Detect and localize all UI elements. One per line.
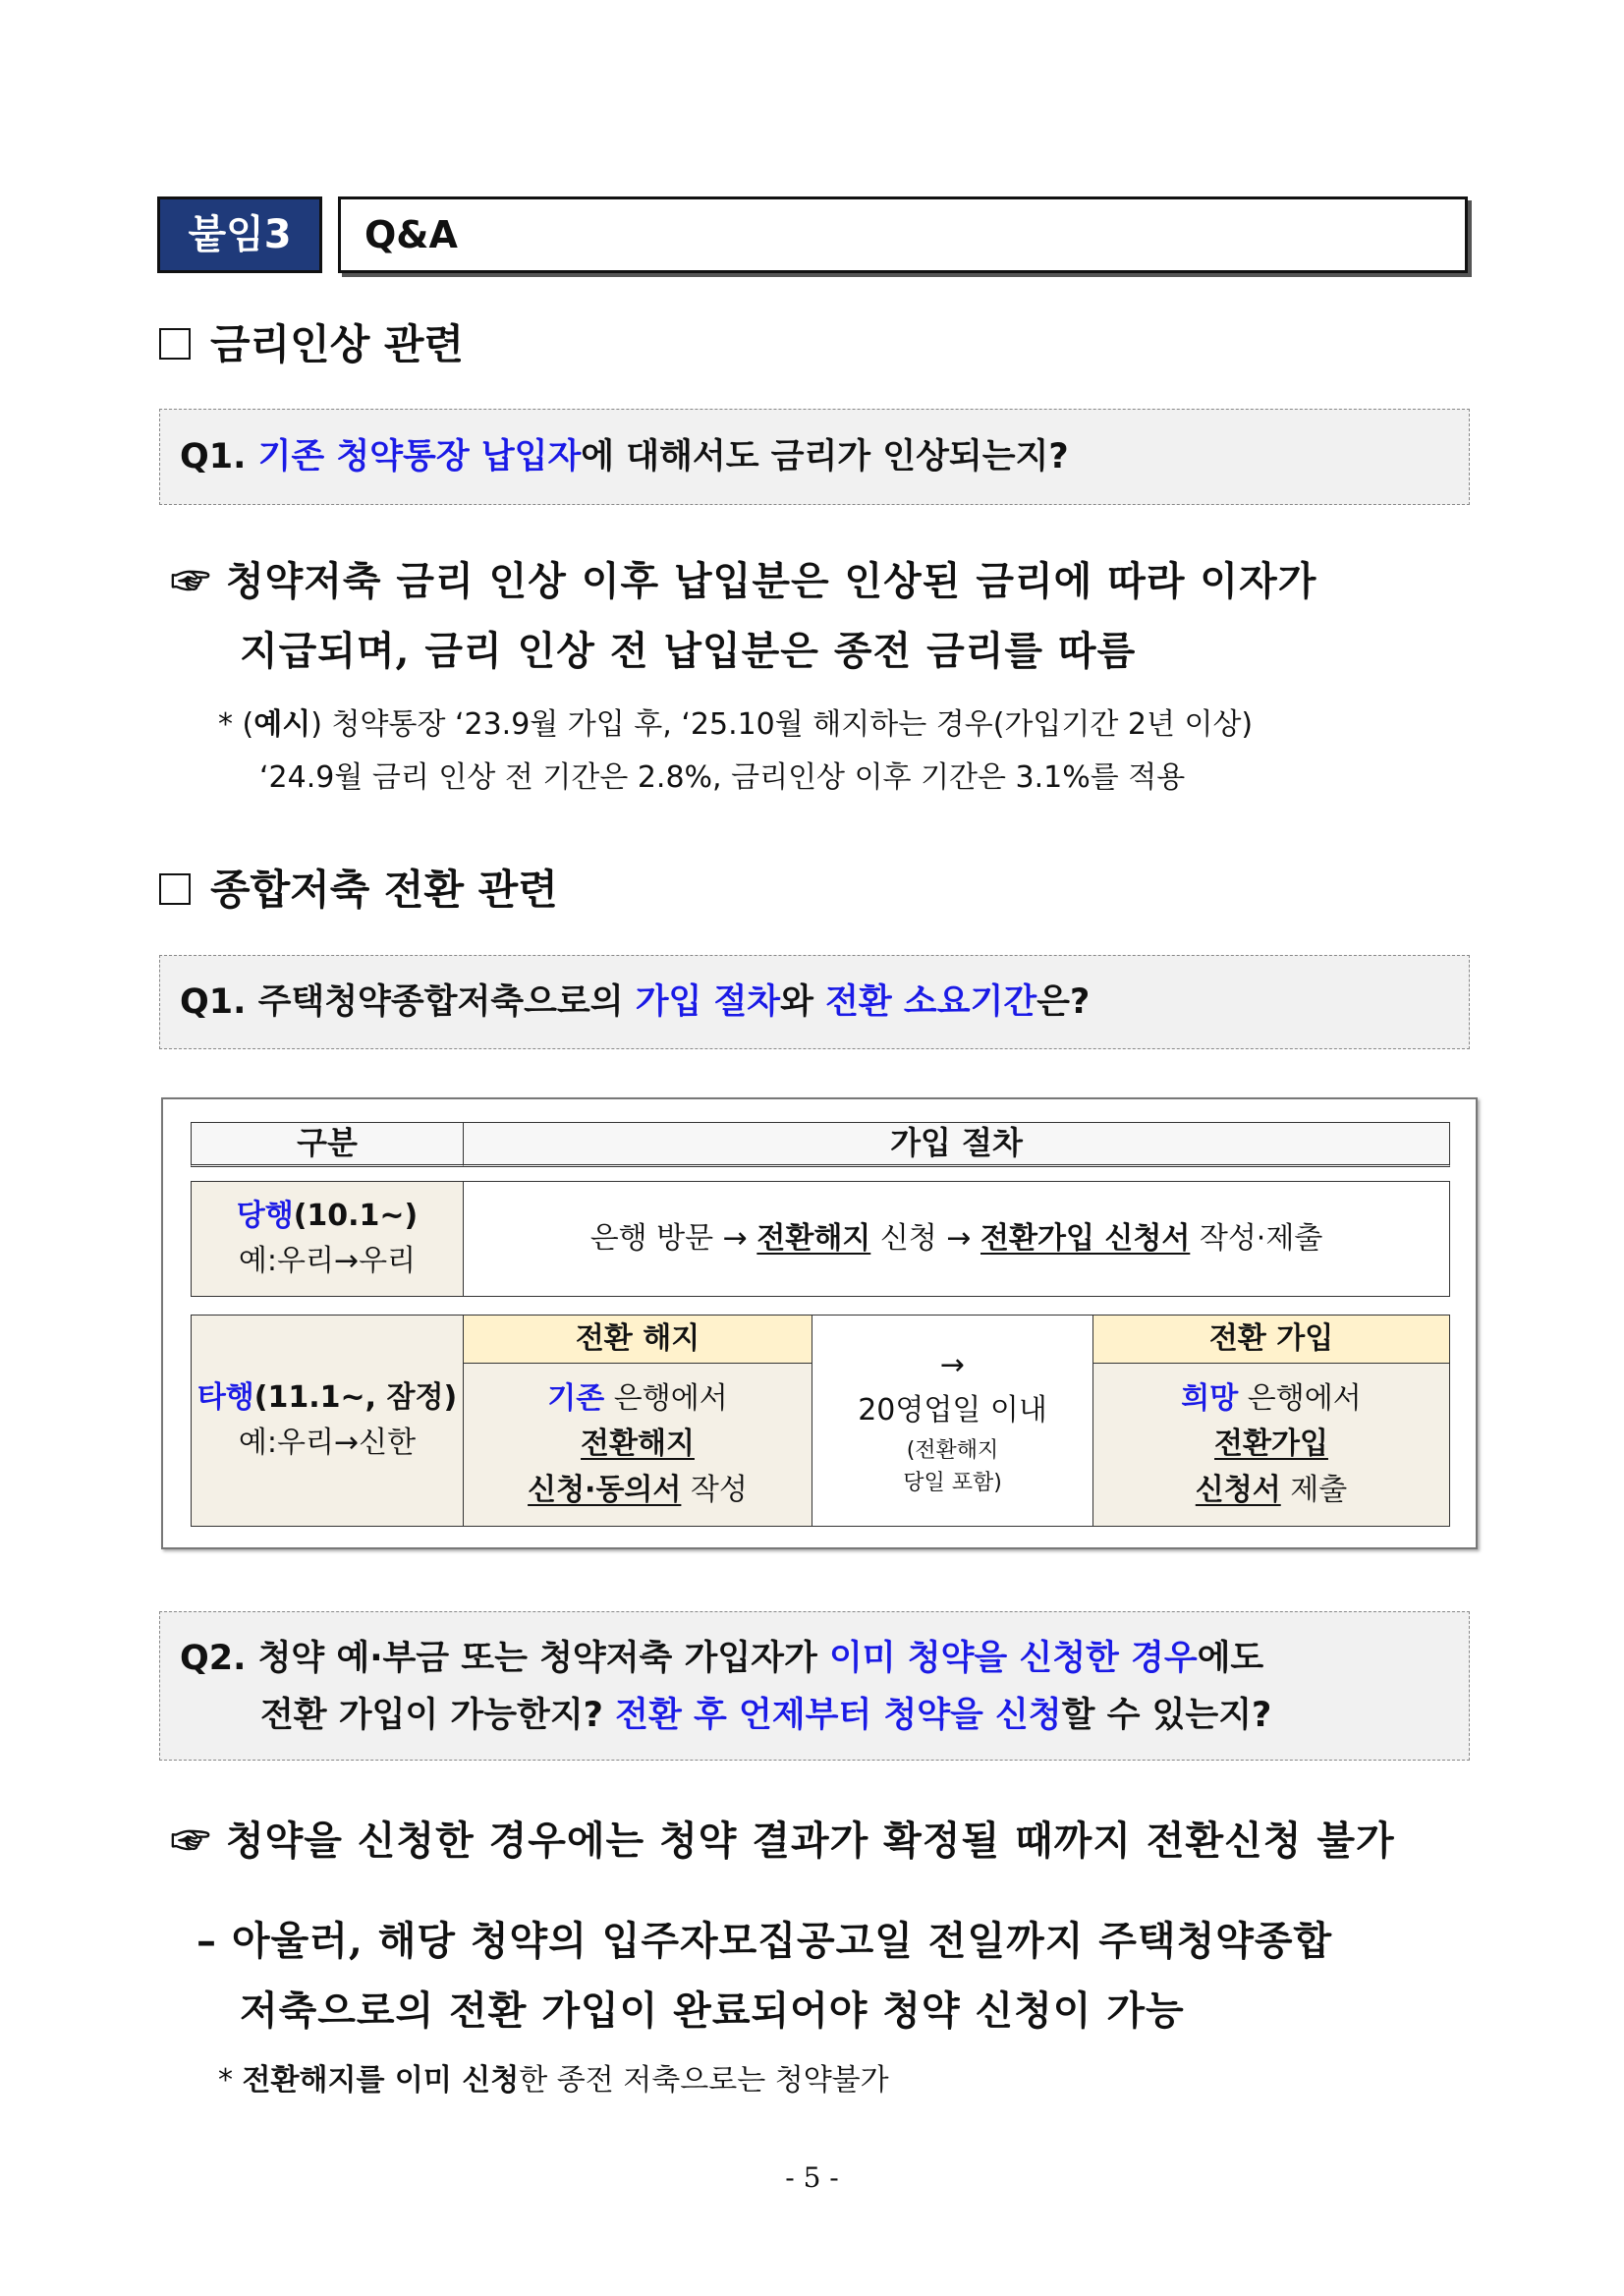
- row-label-other-bank: 타행(11.1~, 잠정) 예:우리→신한: [191, 1315, 464, 1527]
- cell-join-steps: 희망 은행에서 전환가입 신청서 제출: [1092, 1363, 1450, 1527]
- arrow-right-icon: →: [939, 1347, 966, 1382]
- page-title: Q&A: [338, 196, 1468, 273]
- pointing-hand-icon: ☞: [171, 558, 211, 604]
- example-note: * (예시) 청약통장 ‘23.9월 가입 후, ‘25.10월 해지하는 경우(가입기간 2년 이상) ‘24.9월 금리 인상 전 기간은 2.8%, 금리인상 이후 기간은 3.1%를 적용: [218, 707, 1254, 795]
- checkbox-square-icon: [159, 873, 191, 905]
- section-title-conversion: 종합저축 전환 관련: [159, 858, 558, 917]
- table-header-category: 구분: [191, 1122, 464, 1167]
- row-label-same-bank: 당행(10.1~) 예:우리→우리: [191, 1181, 464, 1297]
- row-procedure-same-bank: 은행 방문 → 전환해지 신청 → 전환가입 신청서 작성·제출: [463, 1181, 1450, 1297]
- attachment-badge: 붙임3: [157, 196, 322, 273]
- section-title-rate: 금리인상 관련: [159, 312, 464, 371]
- table-header-procedure: 가입 절차: [463, 1122, 1450, 1167]
- checkbox-square-icon: [159, 328, 191, 360]
- page-number: - 5 -: [785, 2161, 839, 2194]
- question-box-rate-q1: Q1. 기존 청약통장 납입자에 대해서도 금리가 인상되는지?: [159, 409, 1470, 505]
- pointing-hand-icon: ☞: [171, 1818, 211, 1864]
- cell-transfer-duration: → 20영업일 이내 (전환해지 당일 포함): [812, 1315, 1093, 1527]
- answer-rate: ☞ 청약저축 금리 인상 이후 납입분은 인상된 금리에 따라 이자가 지급되며, 금리 인상 전 납입분은 종전 금리를 따름: [171, 558, 1317, 674]
- answer-conversion-q2: ☞ 청약을 신청한 경우에는 청약 결과가 확정될 때까지 전환신청 불가: [171, 1818, 1395, 1864]
- question-box-conversion-q1: Q1. 주택청약종합저축으로의 가입 절차와 전환 소요기간은?: [159, 955, 1470, 1049]
- subheader-join: 전환 가입: [1092, 1315, 1450, 1364]
- cell-cancel-steps: 기존 은행에서 전환해지 신청·동의서 작성: [463, 1363, 812, 1527]
- question-box-conversion-q2: Q2. 청약 예·부금 또는 청약저축 가입자가 이미 청약을 신청한 경우에도 전환 가입이 가능한지? 전환 후 언제부터 청약을 신청할 수 있는지?: [159, 1611, 1470, 1761]
- subheader-cancel: 전환 해지: [463, 1315, 812, 1364]
- answer-conversion-sub: – 아울러, 해당 청약의 입주자모집공고일 전일까지 주택청약종합 저축으로의 전환 가입이 완료되어야 청약 신청이 가능: [196, 1918, 1333, 2034]
- note-conversion: * 전환해지를 이미 신청한 종전 저축으로는 청약불가: [218, 2063, 889, 2098]
